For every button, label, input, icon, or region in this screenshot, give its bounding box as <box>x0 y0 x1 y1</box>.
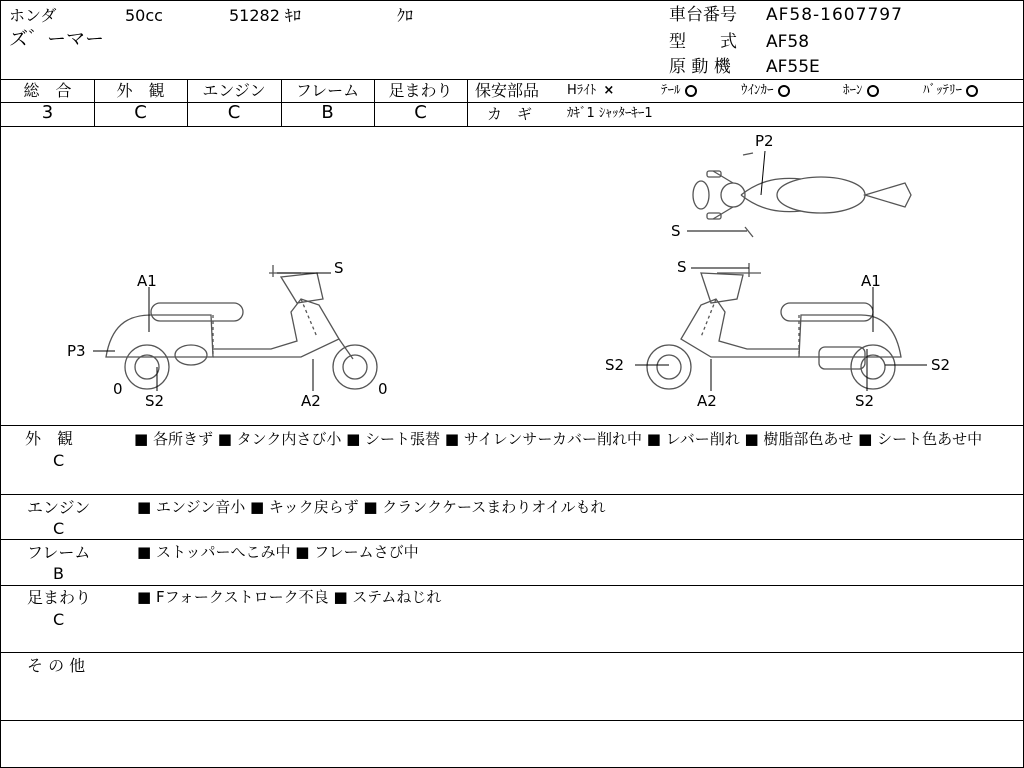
safety-item-tail <box>661 83 697 99</box>
remark-label-frame: フレーム <box>27 543 91 562</box>
frame-no: AF58-1607797 <box>766 5 903 25</box>
safety-item-headlight <box>567 83 614 99</box>
circle-ok-icon <box>685 85 697 97</box>
safety-item-horn <box>843 83 879 99</box>
seam-line <box>701 299 799 357</box>
seat-shape <box>151 303 243 321</box>
safety-item-name: ﾃｰﾙ <box>661 83 681 98</box>
seat-shape <box>777 177 865 213</box>
remark-text-engine: ■ エンジン音小 ■ キック戻らず ■ クランクケースまわりオイルもれ <box>137 498 606 516</box>
displacement: 50cc <box>125 6 163 25</box>
divider <box>1 652 1023 653</box>
callout-s: S <box>671 222 681 240</box>
rear-wheel <box>851 345 895 389</box>
rear-wheel <box>125 345 169 389</box>
remark-grade-suspension: C <box>53 610 65 629</box>
headlight-box <box>701 273 743 303</box>
rear-hub <box>135 355 159 379</box>
safety-item-winker <box>741 83 790 99</box>
scooter-diagram <box>1 127 1023 425</box>
front-hub <box>343 355 367 379</box>
remark-label-appearance: 外 観 <box>25 429 74 448</box>
safety-label: 保安部品 <box>475 81 540 100</box>
callout-zero: 0 <box>113 380 123 398</box>
key-value: ｶｷﾞ1 ｼｬｯﾀｰｷｰ1 <box>567 106 653 121</box>
safety-item-name: ｳｲﾝｶｰ <box>741 83 774 98</box>
divider <box>1 494 1023 495</box>
remark-text-appearance: ■ 各所きず ■ タンク内さび小 ■ シート張替 ■ サイレンサーカバー削れ中 ■ レバー削れ ■ 樹脂部色あせ ■ シート色あせ中 <box>134 430 983 448</box>
grade-value-frame: B <box>321 102 334 123</box>
body-outline <box>741 178 911 211</box>
cross-mark-icon: × <box>603 83 615 98</box>
muffler-shape <box>175 345 207 365</box>
color: ｸﾛ <box>397 6 414 25</box>
divider <box>1 720 1023 721</box>
floor-frame <box>681 299 799 357</box>
grade-label-overall: 総 合 <box>23 81 72 100</box>
engine-value: AF55E <box>766 57 820 77</box>
grade-label-frame: フレーム <box>295 81 360 100</box>
safety-item-name: ﾎｰﾝ <box>843 83 863 98</box>
grade-value-suspension: C <box>414 102 427 123</box>
callout-s2: S2 <box>145 392 165 410</box>
model-name: ズ゛ーマー <box>9 28 105 50</box>
type-value: AF58 <box>766 32 810 52</box>
safety-item-battery <box>923 83 978 99</box>
callout-a2: A2 <box>697 392 717 410</box>
headlight-box <box>281 273 323 303</box>
circle-ok-icon <box>966 85 978 97</box>
safety-item-name: Hﾗｲﾄ <box>567 83 597 98</box>
remark-label-engine: エンジン <box>27 498 91 517</box>
front-tire <box>693 181 709 209</box>
seat-shape <box>781 303 873 321</box>
floor-frame <box>213 299 339 357</box>
divider <box>1 539 1023 540</box>
remark-text-frame: ■ ストッパーへこみ中 ■ フレームさび中 <box>137 543 419 561</box>
grade-label-engine: エンジン <box>202 81 266 100</box>
frame-no-label: 車台番号 <box>669 5 737 25</box>
remark-grade-engine: C <box>53 519 65 538</box>
circle-ok-icon <box>778 85 790 97</box>
callout-s2: S2 <box>931 356 951 374</box>
callout-lines <box>93 151 927 391</box>
grade-value-appearance: C <box>134 102 147 123</box>
callout-a2: A2 <box>301 392 321 410</box>
mileage: 51282 ｷﾛ <box>229 6 301 25</box>
maker: ホンダ <box>9 6 57 25</box>
divider <box>1 79 1023 80</box>
seam-line <box>213 299 317 357</box>
type-label: 型 式 <box>669 32 737 52</box>
grade-label-suspension: 足まわり <box>388 81 453 100</box>
divider <box>1 425 1023 426</box>
front-hub <box>657 355 681 379</box>
engine-label: 原 動 機 <box>669 57 731 77</box>
callout-s2: S2 <box>605 356 625 374</box>
front-wheel <box>333 345 377 389</box>
scooter-top-view <box>693 153 911 237</box>
front-wheel <box>647 345 691 389</box>
circle-ok-icon <box>867 85 879 97</box>
safety-item-name: ﾊﾞｯﾃﾘｰ <box>923 83 962 98</box>
handlebar <box>713 153 753 237</box>
callout-zero: 0 <box>378 380 388 398</box>
grade-label-appearance: 外 観 <box>116 81 165 100</box>
key-label: カ ギ <box>487 105 533 123</box>
remark-label-suspension: 足まわり <box>27 588 92 607</box>
callout-p3: P3 <box>67 342 86 360</box>
callout-s2: S2 <box>855 392 875 410</box>
remark-grade-appearance: C <box>53 451 65 470</box>
remark-grade-frame: B <box>53 564 64 583</box>
remark-label-other: そ の 他 <box>27 656 86 675</box>
remark-text-suspension: ■ Fフォークストローク不良 ■ ステムねじれ <box>137 588 442 606</box>
grade-value-engine: C <box>227 102 241 123</box>
callout-s: S <box>677 258 687 276</box>
callout-s: S <box>334 259 344 277</box>
grade-value-overall: 3 <box>41 102 54 123</box>
callout-p2: P2 <box>755 132 774 150</box>
callout-a1: A1 <box>137 272 157 290</box>
callout-a1: A1 <box>861 272 881 290</box>
